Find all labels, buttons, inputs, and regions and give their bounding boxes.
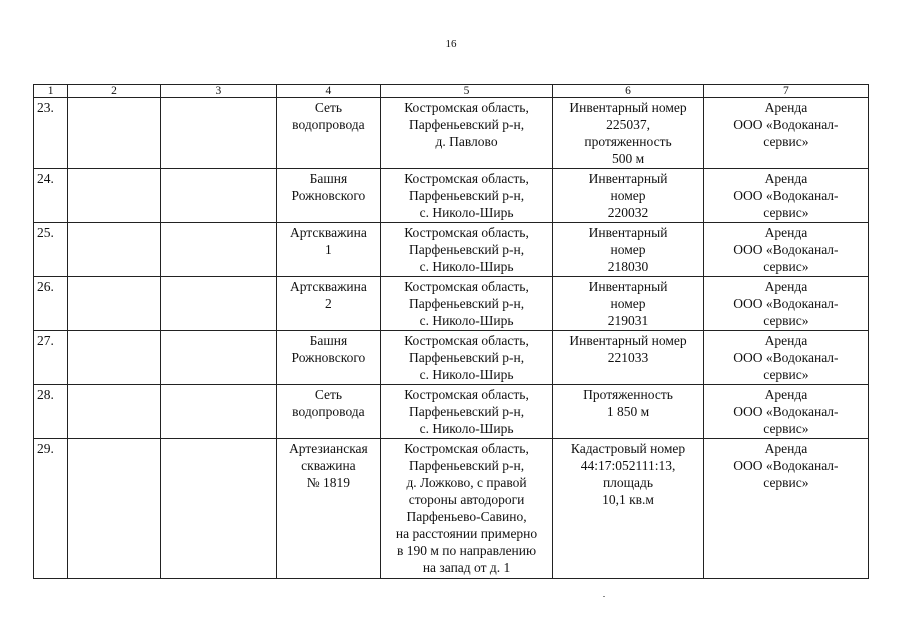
column-header: 2 xyxy=(68,85,160,98)
details-cell-line: Инвентарный номер xyxy=(569,333,687,348)
table-row xyxy=(34,169,869,223)
row-number-cell: 24. xyxy=(34,169,68,223)
object-name-cell-line: водопровода xyxy=(292,117,365,132)
basis-cell-line: сервис» xyxy=(763,313,809,328)
row-number-cell: 27. xyxy=(34,331,68,385)
basis-cell-line: ООО «Водоканал- xyxy=(733,458,839,473)
address-cell-line: Парфеньевский р-н, xyxy=(408,296,525,311)
basis-cell-line: ООО «Водоканал- xyxy=(733,296,839,311)
details-cell-line: 218030 xyxy=(607,259,649,274)
details-cell xyxy=(553,277,704,331)
row-number-cell: 28. xyxy=(34,385,68,439)
details-cell xyxy=(553,331,704,385)
table-row xyxy=(34,331,869,385)
basis-cell xyxy=(703,331,868,385)
basis-cell-line: ООО «Водоканал- xyxy=(733,242,839,257)
details-cell-line: номер xyxy=(610,188,646,203)
empty-cell-col2 xyxy=(68,169,160,223)
empty-cell-col2 xyxy=(68,385,160,439)
column-header: 1 xyxy=(34,85,68,98)
column-number-row xyxy=(34,85,869,98)
details-cell-line: 44:17:052111:13, xyxy=(580,458,676,473)
address-cell-line: с. Николо-Ширь xyxy=(419,313,514,328)
basis-cell-line: сервис» xyxy=(763,134,809,149)
address-cell-line: Парфеньевский р-н, xyxy=(408,117,525,132)
address-cell-line: Костромская область, xyxy=(404,100,529,115)
column-header: 3 xyxy=(160,85,276,98)
basis-cell-line: ООО «Водоканал- xyxy=(733,404,839,419)
object-name-cell-line: № 1819 xyxy=(306,475,351,490)
basis-cell xyxy=(703,98,868,169)
basis-cell-line: ООО «Водоканал- xyxy=(733,350,839,365)
object-name-cell-line: Сеть xyxy=(314,100,343,115)
address-cell-line: с. Николо-Ширь xyxy=(419,259,514,274)
row-number-cell: 23. xyxy=(34,98,68,169)
address-cell-line: Парфеньевский р-н, xyxy=(408,350,525,365)
empty-cell-col3 xyxy=(160,223,276,277)
empty-cell-col2 xyxy=(68,277,160,331)
object-name-cell xyxy=(277,439,381,579)
object-name-cell xyxy=(277,331,381,385)
table-row xyxy=(34,98,869,169)
basis-cell-line: Аренда xyxy=(764,100,808,115)
details-cell-line: 225037, xyxy=(606,117,650,132)
object-name-cell-line: Артскважина xyxy=(289,279,367,294)
basis-cell-line: сервис» xyxy=(763,475,809,490)
column-header: 6 xyxy=(553,85,704,98)
details-cell-line: Инвентарный номер xyxy=(569,100,687,115)
object-name-cell-line: Рожновского xyxy=(291,188,366,203)
empty-cell-col3 xyxy=(160,331,276,385)
address-cell xyxy=(380,223,552,277)
table-row xyxy=(34,277,869,331)
basis-cell xyxy=(703,223,868,277)
column-header: 7 xyxy=(703,85,868,98)
address-cell xyxy=(380,331,552,385)
details-cell-line: номер xyxy=(610,296,646,311)
basis-cell xyxy=(703,385,868,439)
details-cell-line: протяженность xyxy=(584,134,672,149)
address-cell-line: с. Николо-Ширь xyxy=(419,367,514,382)
basis-cell-line: Аренда xyxy=(764,171,808,186)
details-cell xyxy=(553,98,704,169)
address-cell-line: Костромская область, xyxy=(404,279,529,294)
address-cell-line: Костромская область, xyxy=(404,171,529,186)
object-name-cell-line: Башня xyxy=(309,333,348,348)
details-cell-line: площадь xyxy=(602,475,654,490)
object-name-cell xyxy=(277,385,381,439)
basis-cell-line: сервис» xyxy=(763,259,809,274)
page-number: 16 xyxy=(445,38,457,50)
basis-cell xyxy=(703,277,868,331)
address-cell-line: Парфеньево-Савино, xyxy=(406,509,527,524)
object-name-cell-line: Артскважина xyxy=(289,225,367,240)
basis-cell-line: сервис» xyxy=(763,367,809,382)
address-cell xyxy=(380,277,552,331)
details-cell-line: Протяженность xyxy=(583,387,673,402)
empty-cell-col3 xyxy=(160,277,276,331)
empty-cell-col2 xyxy=(68,331,160,385)
property-table xyxy=(33,84,869,579)
basis-cell-line: Аренда xyxy=(764,441,808,456)
basis-cell-line: сервис» xyxy=(763,421,809,436)
table-row xyxy=(34,385,869,439)
details-cell-line: Инвентарный xyxy=(588,171,668,186)
address-cell xyxy=(380,385,552,439)
basis-cell-line: Аренда xyxy=(764,333,808,348)
row-number-cell: 25. xyxy=(34,223,68,277)
basis-cell-line: сервис» xyxy=(763,205,809,220)
details-cell-line: 220032 xyxy=(607,205,649,220)
address-cell-line: Костромская область, xyxy=(404,441,529,456)
address-cell-line: Парфеньевский р-н, xyxy=(408,458,525,473)
address-cell-line: Парфеньевский р-н, xyxy=(408,188,525,203)
details-cell-line: 221033 xyxy=(607,350,649,365)
empty-cell-col2 xyxy=(68,98,160,169)
empty-cell-col2 xyxy=(68,439,160,579)
details-cell xyxy=(553,223,704,277)
table-row xyxy=(34,439,869,579)
empty-cell-col3 xyxy=(160,385,276,439)
object-name-cell-line: скважина xyxy=(301,458,356,473)
basis-cell xyxy=(703,439,868,579)
basis-cell xyxy=(703,169,868,223)
address-cell xyxy=(380,98,552,169)
details-cell xyxy=(553,385,704,439)
address-cell-line: в 190 м по направлению xyxy=(396,543,537,558)
basis-cell-line: Аренда xyxy=(764,225,808,240)
object-name-cell-line: водопровода xyxy=(292,404,365,419)
object-name-cell xyxy=(277,98,381,169)
address-cell-line: на запад от д. 1 xyxy=(422,560,511,575)
empty-cell-col2 xyxy=(68,223,160,277)
details-cell-line: 10,1 кв.м xyxy=(602,492,654,507)
details-cell-line: Инвентарный xyxy=(588,225,668,240)
details-cell-line: 219031 xyxy=(607,313,649,328)
scan-speck xyxy=(603,596,605,597)
object-name-cell-line: 2 xyxy=(325,296,332,311)
empty-cell-col3 xyxy=(160,98,276,169)
details-cell-line: 1 850 м xyxy=(606,404,650,419)
row-number-cell: 29. xyxy=(34,439,68,579)
details-cell-line: 500 м xyxy=(611,151,645,166)
object-name-cell-line: Башня xyxy=(309,171,348,186)
empty-cell-col3 xyxy=(160,439,276,579)
address-cell-line: с. Николо-Ширь xyxy=(419,421,514,436)
object-name-cell xyxy=(277,277,381,331)
basis-cell-line: Аренда xyxy=(764,279,808,294)
column-header: 4 xyxy=(277,85,381,98)
basis-cell-line: ООО «Водоканал- xyxy=(733,117,839,132)
details-cell xyxy=(553,439,704,579)
empty-cell-col3 xyxy=(160,169,276,223)
object-name-cell-line: Сеть xyxy=(314,387,343,402)
address-cell-line: д. Павлово xyxy=(435,134,498,149)
address-cell-line: стороны автодороги xyxy=(408,492,525,507)
address-cell-line: с. Николо-Ширь xyxy=(419,205,514,220)
address-cell-line: Костромская область, xyxy=(404,225,529,240)
address-cell-line: на расстоянии примерно xyxy=(395,526,538,541)
table-body xyxy=(34,98,869,579)
object-name-cell-line: Рожновского xyxy=(291,350,366,365)
details-cell-line: Кадастровый номер xyxy=(570,441,686,456)
details-cell xyxy=(553,169,704,223)
basis-cell-line: ООО «Водоканал- xyxy=(733,188,839,203)
basis-cell-line: Аренда xyxy=(764,387,808,402)
address-cell-line: Парфеньевский р-н, xyxy=(408,242,525,257)
object-name-cell-line: Артезианская xyxy=(289,441,368,456)
address-cell xyxy=(380,169,552,223)
address-cell-line: Парфеньевский р-н, xyxy=(408,404,525,419)
column-header: 5 xyxy=(380,85,552,98)
table-row xyxy=(34,223,869,277)
address-cell-line: Костромская область, xyxy=(404,333,529,348)
address-cell xyxy=(380,439,552,579)
details-cell-line: номер xyxy=(610,242,646,257)
object-name-cell xyxy=(277,169,381,223)
address-cell-line: Костромская область, xyxy=(404,387,529,402)
details-cell-line: Инвентарный xyxy=(588,279,668,294)
row-number-cell: 26. xyxy=(34,277,68,331)
address-cell-line: д. Ложково, с правой xyxy=(406,475,527,490)
object-name-cell xyxy=(277,223,381,277)
object-name-cell-line: 1 xyxy=(325,242,332,257)
